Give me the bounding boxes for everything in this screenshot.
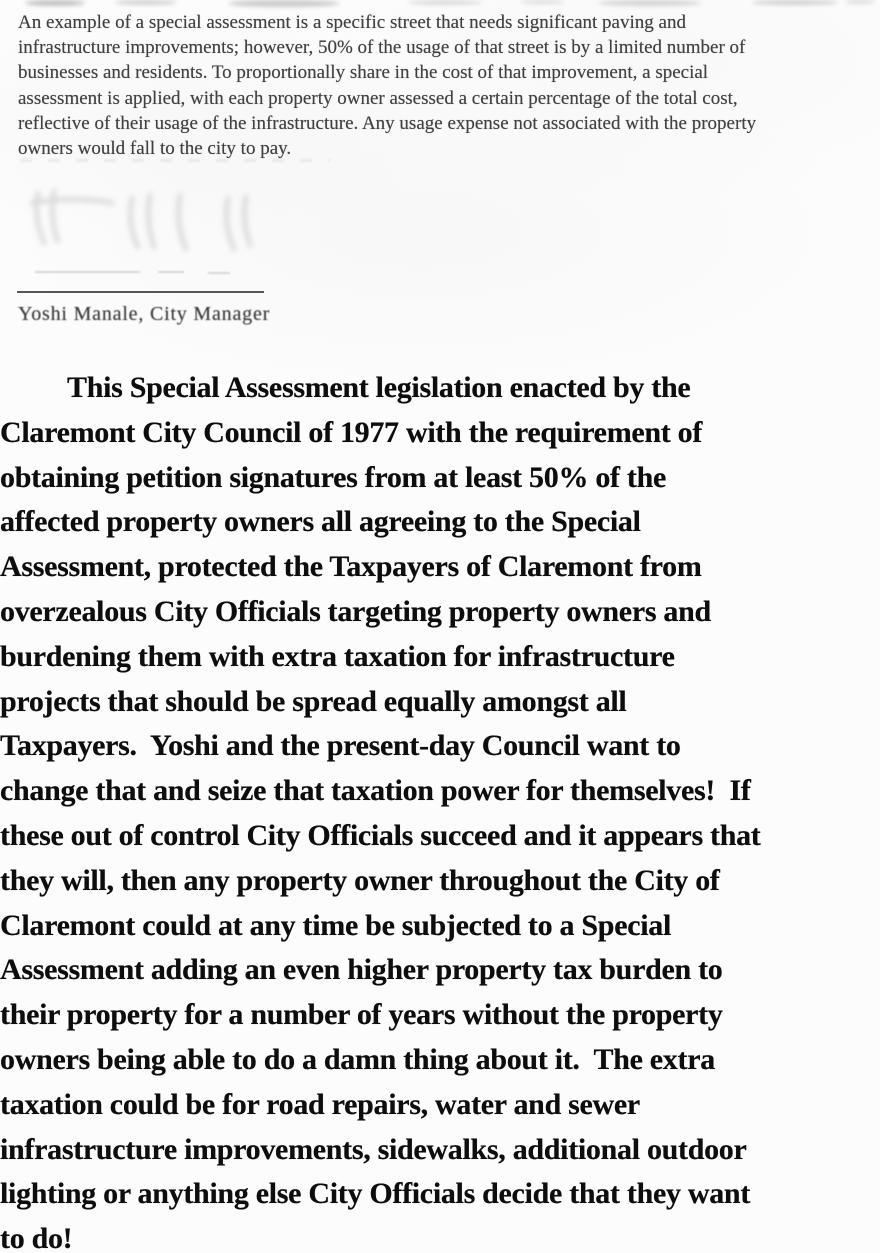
scan-smudge-artifact: [228, 0, 340, 7]
statement-line: infrastructure improvements, sidewalks, additional outdoor: [0, 1132, 747, 1166]
scan-smudge-artifact: [752, 0, 838, 5]
faint-line-artifact: [158, 271, 184, 273]
scan-smudge-artifact: [845, 0, 875, 4]
statement-line: they will, then any property owner throughout the City of: [0, 863, 720, 897]
statement-line: to do!: [0, 1222, 73, 1253]
scan-smudge-artifact: [115, 0, 177, 5]
scan-smudge-artifact: [520, 0, 565, 4]
statement-line: their property for a number of years without the property: [0, 998, 723, 1032]
scan-smudge-artifact: [408, 0, 482, 5]
statement-line: Assessment adding an even higher property tax burden to: [0, 953, 723, 987]
statement-line: Claremont City Council of 1977 with the requirement of: [0, 415, 703, 449]
signature-line: [17, 291, 264, 293]
intro-line: owners would fall to the city to pay.: [18, 138, 292, 160]
intro-line: An example of a special assessment is a specific street that needs significant paving and: [18, 12, 686, 33]
faint-line-artifact: [208, 272, 230, 274]
statement-line: burdening them with extra taxation for infrastructure: [0, 639, 675, 673]
statement-line: Assessment, protected the Taxpayers of Claremont from: [0, 550, 702, 584]
statement-paragraph: [0, 366, 880, 1253]
statement-line: projects that should be spread equally amongst all: [0, 684, 627, 718]
statement-line: lighting or anything else City Officials decide that they want: [0, 1177, 751, 1211]
intro-paragraph: [18, 10, 756, 161]
scan-smudge-artifact: [598, 0, 702, 6]
erased-signature-ghost: [20, 173, 280, 263]
statement-line: affected property owners all agreeing to the Special: [0, 505, 641, 539]
statement-line: owners being able to do a damn thing about it. The extra: [0, 1042, 715, 1076]
statement-line: This Special Assessment legislation enacted by the: [67, 371, 691, 404]
statement-line: taxation could be for road repairs, water and sewer: [0, 1087, 640, 1121]
intro-line: businesses and residents. To proportionally share in the cost of that improvement, a special: [18, 62, 709, 84]
intro-line: infrastructure improvements; however, 50% of the usage of that street is by a limited number of: [18, 37, 746, 59]
signature-name-title: Yoshi Manale, City Manager: [18, 303, 271, 325]
scan-streak-artifact: [20, 159, 330, 162]
statement-line: change that and seize that taxation power for themselves! If: [0, 774, 751, 808]
statement-line: Taxpayers. Yoshi and the present-day Council want to: [0, 729, 681, 763]
statement-line: these out of control City Officials succeed and it appears that: [0, 818, 761, 852]
intro-line: reflective of their usage of the infrastructure. Any usage expense not associated with the property: [18, 112, 757, 134]
statement-line: Claremont could at any time be subjected to a Special: [0, 908, 671, 942]
scan-smudge-artifact: [25, 0, 85, 6]
statement-line: obtaining petition signatures from at least 50% of the: [0, 460, 667, 494]
intro-line: assessment is applied, with each property owner assessed a certain percentage of the total cost,: [18, 87, 738, 109]
statement-line: overzealous City Officials targeting property owners and: [0, 594, 711, 628]
faint-line-artifact: [35, 271, 140, 273]
